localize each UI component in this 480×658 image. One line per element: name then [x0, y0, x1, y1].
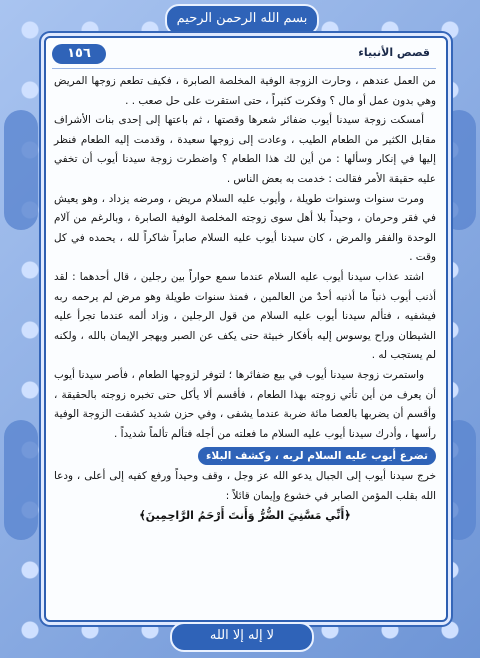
closing-paragraph: خرج سيدنا أيوب إلى الجبال يدعو الله عز وجل ، وقف وحيداً ورفع كفيه إلى أعلى ، ودعا الله بقلب المؤمن الصابر في خشوع وإيمان قائلاً :: [54, 470, 436, 502]
section-heading: تضرع أيوب عليه السلام لربه ، وكشف البلاء: [198, 447, 436, 465]
page-header: [52, 44, 436, 69]
left-side-decoration: [4, 110, 38, 230]
paragraph: ومرت سنوات وسنوات طويلة ، وأيوب عليه السلام مريض ، ومرضه يزداد ، وهو يعيش في فقر وحرمان ، وحيداً بلا أهل سوى زوجته المخلصة الوفية الصابرة ، وبالرغم من آلام الوحدة والفقر والمرض ، كان سيدنا أيوب عليه السلام صابراً شاكراً لله ، يحمده في كل وقت .: [54, 192, 436, 264]
paragraph: أمسكت زوجة سيدنا أيوب ضفائر شعرها وقصتها ، ثم باعتها إلى إحدى بنات الأشراف مقابل الكثير من الطعام الطيب ، وعادت إلى زوجها سعيدة ، وقدمت إليه الطعام فنظر إليها في إنكار وسألها : من أين لك هذا الطعام ؟ واضطرت زوجة سيدنا أيوب أن تخفي عليه حقيقة الأمر فقالت : خدمت به بعض الناس .: [54, 114, 436, 185]
paragraph: من العمل عندهم ، وحارت الزوجة الوفية المخلصة الصابرة ، فكيف تطعم زوجها المريض وهي بدون عمل أو مال ؟ وفكرت كثيراً ، حتى استقرت على حل صعب . .: [54, 75, 436, 107]
section-heading-row: [54, 444, 436, 467]
top-calligraphy-ornament: بسم الله الرحمن الرحيم: [165, 4, 319, 36]
paragraph: واستمرت زوجة سيدنا أيوب في بيع ضفائرها ؛ لتوفر لزوجها الطعام ، فأصر سيدنا أيوب أن يعرف من أين تأتي زوجته بهذا الطعام ، فأقسم ألا يأكل حتى تخبره زوجته بالحقيقة ، وأقسم أن يضربها بالعصا مائة ضربة عندما يشفى ، وفي حزن شديد كشفت الزوجة الوفية رأسها ، وأدرك سيدنا أيوب عليه السلام ما فعلته من أجله فتألم تألماً شديداً .: [54, 368, 436, 440]
paragraph: اشتد عذاب سيدنا أيوب عليه السلام عندما سمع حواراً بين رجلين ، قال أحدهما : لقد أذنب أيوب ذنباً ما أذنبه أحدٌ من العالمين ، فمنذ سنوات طويلة وهو مرض لم يرحمه ربه فيشفيه ، فتألم سيدنا أيوب عليه السلام من قول الرجلين ، وزاد ألمه عندما تجرأ عليه الشيطان وراح يوسوس إليه بأفكار خبيثة حتى يكف عن الصبر ويهجر الإيمان بالله ، ولكنه لم يستجب له .: [54, 270, 436, 362]
book-title: قصص الأنبياء: [358, 46, 430, 59]
bottom-calligraphy-ornament: لا إله إلا الله: [170, 622, 314, 652]
left-side-decoration-lower: [4, 420, 38, 540]
page-number: ١٥٦: [52, 44, 106, 64]
page-body: [54, 72, 436, 612]
quran-verse: ﴿أَنِّي مَسَّنِيَ الضُّرُّ وَأَنتَ أَرْحَمُ الرَّاحِمِينَ﴾: [139, 509, 351, 523]
